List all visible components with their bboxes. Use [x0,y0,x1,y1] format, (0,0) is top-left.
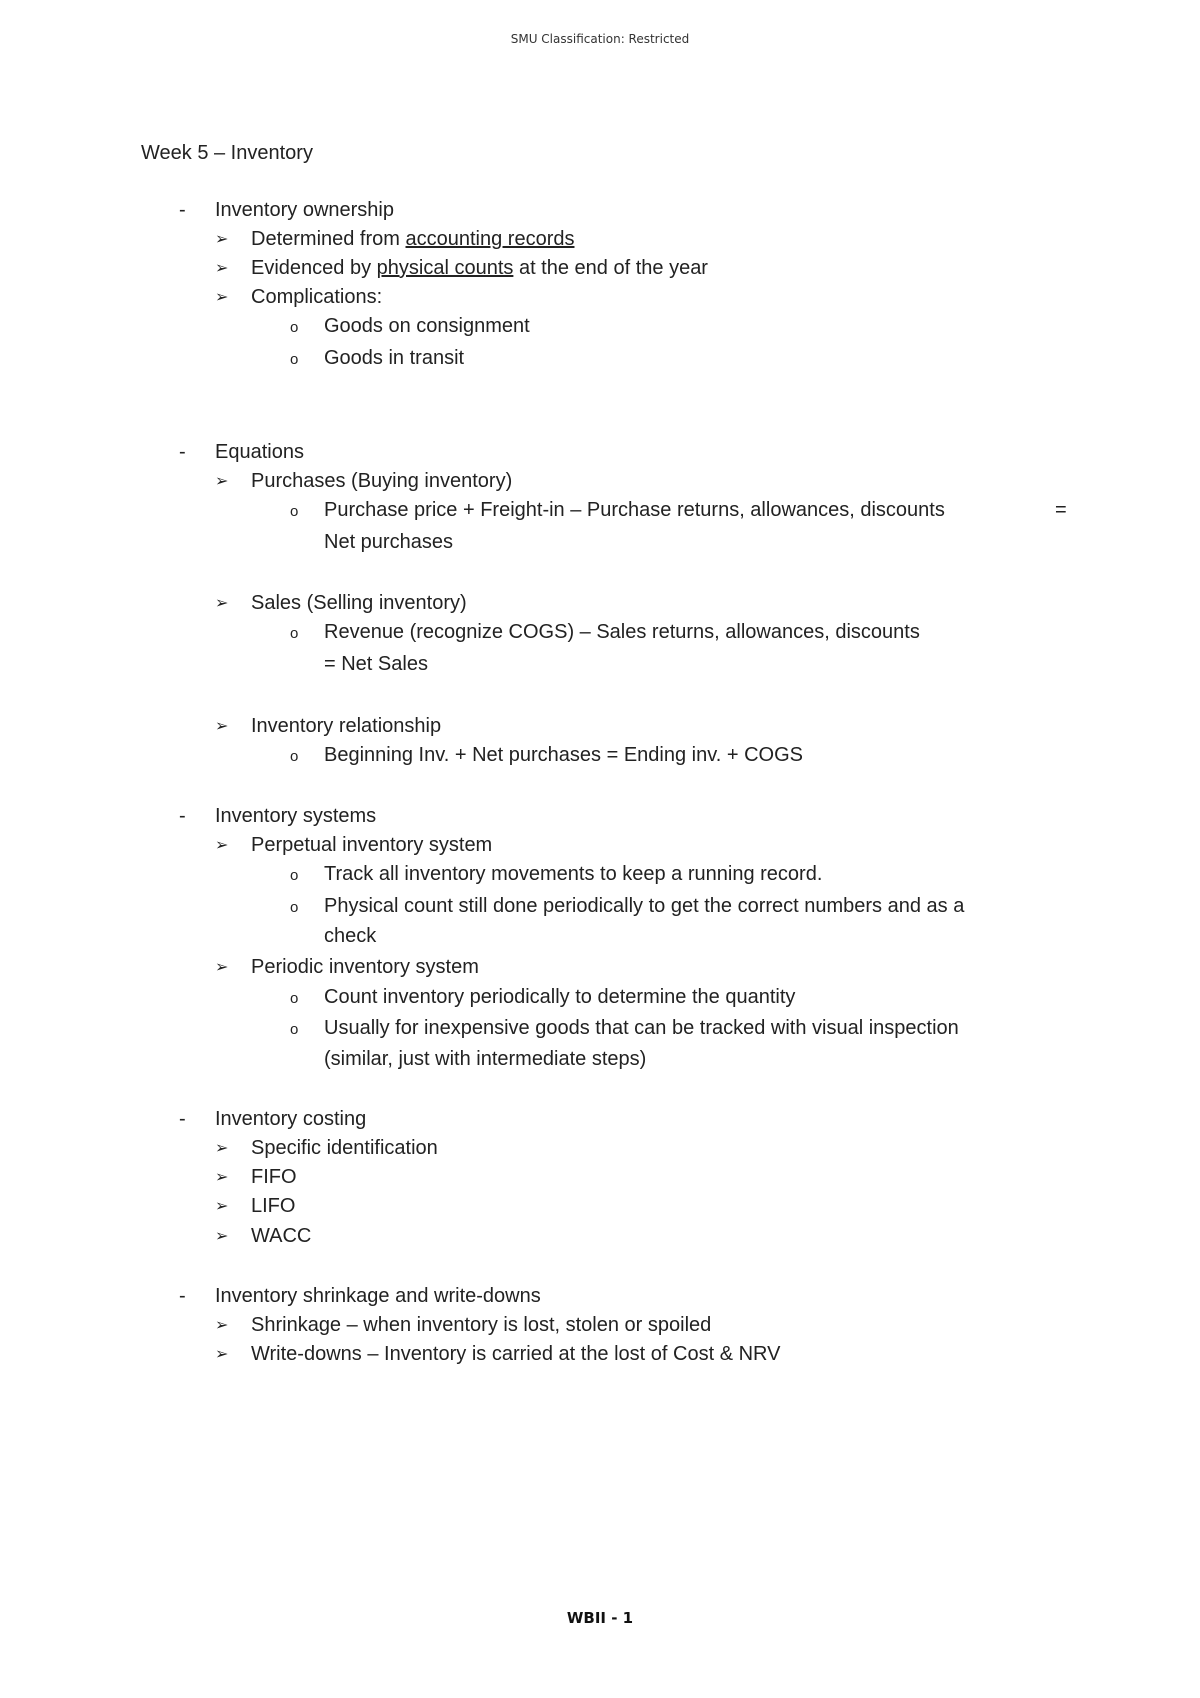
arrow-bullet-icon: ➢ [215,260,229,277]
underlined-term: physical counts [376,257,514,279]
sub-list-item: o Physical count still done periodically to get the correct numbers and as a [324,893,964,919]
sub-list-item: o Track all inventory movements to keep a running record. [324,861,822,887]
list-item: ➢ Perpetual inventory system [251,832,492,858]
list-item: ➢ LIFO [251,1193,295,1219]
list-item: ➢ WACC [251,1223,311,1249]
circle-bullet-icon: o [290,990,299,1007]
arrow-bullet-icon: ➢ [215,1169,229,1186]
circle-bullet-icon: o [290,1021,299,1038]
classification-header: SMU Classification: Restricted [510,32,690,46]
dash-bullet: - [179,1285,186,1307]
arrow-bullet-icon: ➢ [215,473,229,490]
arrow-bullet-icon: ➢ [215,1317,229,1334]
list-item: ➢ Periodic inventory system [251,954,479,980]
list-item: ➢ Purchases (Buying inventory) [251,468,512,494]
sub-list-item: o Revenue (recognize COGS) – Sales returns, allowances, discounts [324,619,920,645]
continuation-line: = Net Sales [324,653,428,675]
arrow-bullet-icon: ➢ [215,1346,229,1363]
circle-bullet-icon: o [290,867,299,884]
arrow-bullet-icon: ➢ [215,959,229,976]
continuation-line: (similar, just with intermediate steps) [324,1048,647,1070]
circle-bullet-icon: o [290,351,299,368]
circle-bullet-icon: o [290,748,299,765]
arrow-bullet-icon: ➢ [215,595,229,612]
section-systems: - Inventory systems [179,805,377,827]
section-equations: - Equations [179,441,304,463]
equals-sign: = [1055,499,1067,521]
page-title: Week 5 – Inventory [141,142,313,164]
circle-bullet-icon: o [290,899,299,916]
list-item: ➢ Shrinkage – when inventory is lost, stolen or spoiled [251,1312,711,1338]
sub-list-item: o Count inventory periodically to determine the quantity [324,984,795,1010]
arrow-bullet-icon: ➢ [215,231,229,248]
dash-bullet: - [179,441,186,463]
arrow-bullet-icon: ➢ [215,289,229,306]
continuation-line: check [324,925,377,947]
sub-list-item: o Purchase price + Freight-in – Purchase returns, allowances, discounts [324,497,945,523]
section-ownership: - Inventory ownership [179,199,394,221]
arrow-bullet-icon: ➢ [215,1140,229,1157]
circle-bullet-icon: o [290,503,299,520]
sub-list-item: o Goods in transit [324,345,464,371]
dash-bullet: - [179,199,186,221]
list-item: ➢ FIFO [251,1164,297,1190]
sub-list-item: o Usually for inexpensive goods that can be tracked with visual inspection [324,1015,959,1041]
continuation-line: Net purchases [324,531,453,553]
sub-list-item: o Beginning Inv. + Net purchases = Ending inv. + COGS [324,742,803,768]
page-footer: WBII - 1 [566,1609,634,1627]
sub-list-item: o Goods on consignment [324,313,530,339]
list-item: ➢ Determined from accounting records [251,226,574,252]
section-costing: - Inventory costing [179,1108,367,1130]
list-item: ➢ Evidenced by physical counts at the end of the year [251,255,708,281]
dash-bullet: - [179,805,186,827]
list-item: ➢ Complications: [251,284,382,310]
underlined-term: accounting records [405,228,575,250]
arrow-bullet-icon: ➢ [215,718,229,735]
arrow-bullet-icon: ➢ [215,1198,229,1215]
arrow-bullet-icon: ➢ [215,1228,229,1245]
dash-bullet: - [179,1108,186,1130]
list-item: ➢ Inventory relationship [251,713,441,739]
list-item: ➢ Specific identification [251,1135,438,1161]
circle-bullet-icon: o [290,625,299,642]
list-item: ➢ Write-downs – Inventory is carried at the lost of Cost & NRV [251,1341,780,1367]
arrow-bullet-icon: ➢ [215,837,229,854]
section-shrinkage: - Inventory shrinkage and write-downs [179,1285,541,1307]
list-item: ➢ Sales (Selling inventory) [251,590,467,616]
circle-bullet-icon: o [290,319,299,336]
